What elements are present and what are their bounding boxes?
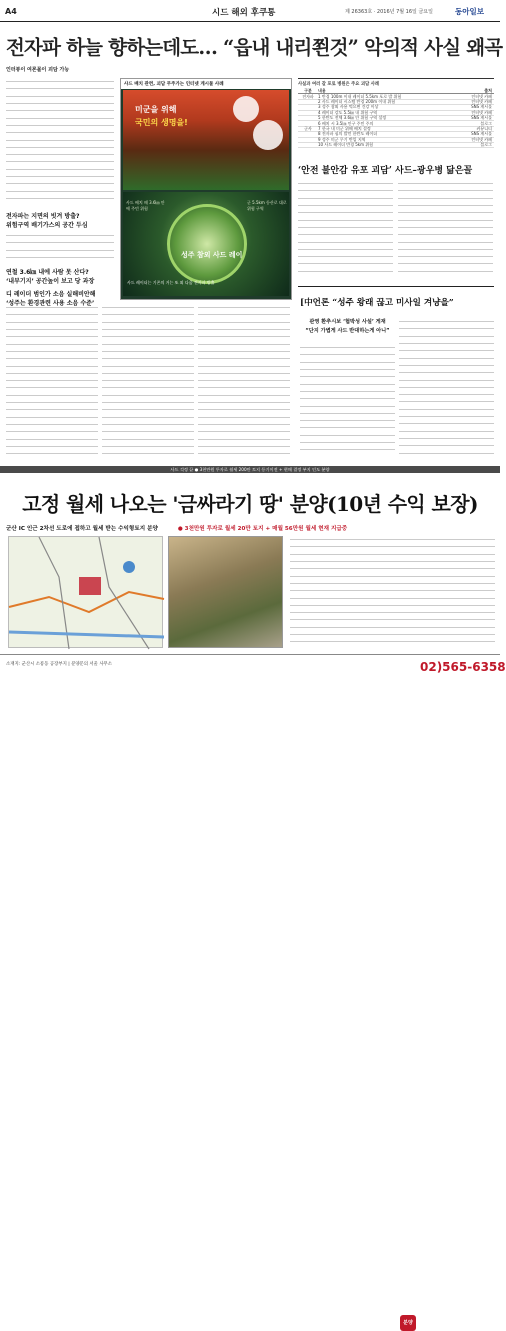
side-note-left: 사드 배치 때 3.6㎞ 안에 주민 위험	[126, 200, 165, 211]
china-subhead-2: “단지 가볍게 사드 반대하는게 아니”	[305, 328, 390, 334]
china-article-headline: [中언론 “성주 왕래 끊고 미사일 겨냥을”	[300, 298, 454, 308]
table-cell: 블로그	[480, 120, 492, 126]
article-body-col-1	[6, 304, 98, 458]
subhead: ‘내부기지’ 공간높이 보고 당 과장	[6, 278, 95, 285]
ad-headline[interactable]: 고정 월세 나오는 '금싸라기 땅' 분양(10년 수익 보장)	[22, 492, 478, 516]
page-header	[0, 0, 500, 22]
china-subhead-box	[300, 318, 395, 336]
right-article-body-2	[398, 180, 493, 280]
page-headline: 전자파 하늘 향하는데도… “읍내 내리쬔것” 악의적 사실 왜곡	[6, 36, 503, 59]
newspaper-logo[interactable]: 동아일보	[455, 7, 484, 16]
table-title: 사실과 여러 갈 포로 병원은 주요 괴담 사례	[298, 82, 380, 87]
table-body	[298, 94, 494, 148]
page-number: A4	[5, 7, 17, 16]
article-body-col-3	[198, 304, 290, 458]
table-cell: 군사	[304, 125, 312, 131]
side-note-right: 군 5.5km 등산로 대로 위험 구역	[247, 200, 287, 211]
column-header: 내용	[318, 88, 326, 94]
radar-circle-icon	[167, 204, 247, 284]
article-body-left-mid	[6, 232, 114, 266]
table-cell: 블로그	[480, 142, 492, 148]
table-cell: 인터넷 카페	[471, 98, 492, 104]
table-cell: SNS 게시물	[471, 115, 492, 121]
poster-title-1: 미군을 위해	[135, 105, 177, 114]
subhead: 연철 3.6㎞ 내에 사람 못 산다?	[6, 269, 89, 276]
ad-description-text	[290, 536, 495, 648]
column-header: 출처	[484, 88, 492, 94]
ad-subline	[6, 524, 494, 532]
rumor-poster-image	[123, 90, 289, 190]
table-cell: 인터넷 카페	[471, 93, 492, 99]
china-article-body-2	[399, 318, 494, 458]
table-cell: 3 성주 참외 사용 먹으면 건강 이상	[318, 104, 379, 110]
china-subhead: 관영 환추시보 ‘협박성 사설’ 게재	[309, 319, 386, 325]
article-body-col-2	[102, 304, 194, 458]
radar-image-caption: 사드 레이더는 기존의 거는 또 외 다음 전자파 방출	[127, 280, 215, 285]
ad-phone-number[interactable]: 02)565-6358	[420, 660, 506, 674]
speech-bubble-icon	[233, 96, 259, 122]
radar-image-label: 성주 참외 사드 레이	[181, 250, 243, 259]
poster-title-2: 국민의 생명을!	[135, 118, 188, 127]
table-cell: 4 레이더 강도 5.5㎞ 내 위험 구역	[318, 109, 378, 115]
ad-top-band: 사드 걱정 끝 ● 3천만원 투자로 월세 200만 토지 등기이전 + 현매 결정 부지 인도 분양	[0, 466, 500, 473]
column-header: 구분	[304, 88, 312, 94]
table-cell: 인터넷 카페	[471, 109, 492, 115]
table-cell: 9 성주 미군 무기 반입 지역	[318, 136, 366, 142]
ad-location-map[interactable]	[8, 536, 163, 648]
section-title: 시드 해외 후쿠통	[212, 8, 276, 18]
table-cell: 커뮤니티	[476, 125, 492, 131]
subhead-group-1	[6, 212, 114, 230]
map-graphic	[9, 537, 164, 649]
subhead: 위험구역 배기가스의 공간 두심	[6, 222, 88, 229]
subhead: 디 레이더 범인가 소음 실해비안해	[6, 291, 96, 298]
china-article-body-1	[300, 344, 395, 458]
table-cell: 6 배치 시 3.5㎞ 인구 주민 주의	[318, 120, 374, 126]
subhead: 전자파는 지면의 빗겨 방출?	[6, 213, 80, 220]
article-body-left-top	[6, 78, 114, 206]
infographic-box	[120, 78, 292, 300]
table-cell: SNS 게시물	[471, 104, 492, 110]
speech-bubble-icon	[253, 120, 283, 150]
table-cell: 5 한반도 전체 3.6㎞ 안 위험 구역 설정	[318, 115, 387, 121]
issue-date: 제 26363호 · 2016년 7월 16일 금요일	[345, 9, 433, 15]
table-row	[298, 143, 494, 148]
rumor-table	[298, 78, 494, 158]
infographic-caption: 사드 배치 관련, 괴담 무주가는 인터넷 게시물 사례	[121, 79, 291, 89]
table-cell: SNS 게시물	[471, 131, 492, 137]
ad-site-photo	[168, 536, 283, 648]
ad-subline-left: 군산 IC 인근 2차선 도로에 접하고 월세 받는 수익형토지 분양	[6, 526, 158, 532]
rumor-radar-image	[123, 192, 289, 296]
ad-subline-right: ● 3천만원 투자로 월세 20만 토지 + 매월 56만원 월세 현재 지급중	[177, 526, 348, 532]
table-cell: 8 전자파 심의 발언 한반도 레이더	[318, 131, 378, 137]
ad-footer-note: 소재지: 군산시 소룡동 공장부지 | 분양문의 서울 사무소	[6, 662, 113, 667]
divider	[298, 286, 494, 287]
table-cell: 1 반경 100m 이내 레이더 5.5km 포로 발 위험	[318, 93, 402, 99]
table-cell: 10 사드 레이더 반경 5km 위험	[318, 142, 373, 148]
ad-logo-icon: 분양	[400, 1315, 416, 1331]
right-article-body-1	[298, 180, 393, 280]
right-article-headline: ‘안전 불안감 유포 괴담’ 사드–광우병 닮은꼴	[298, 166, 473, 176]
table-cell: 7 한국 내 미군 위해 배치 결정	[318, 125, 371, 131]
article-kicker: 인터뷰이 여론몰이 괴담 가능	[6, 67, 70, 73]
table-cell: 전자파	[302, 93, 314, 99]
subhead-group-2	[6, 268, 114, 308]
table-cell: 인터넷 카페	[471, 136, 492, 142]
table-cell: 2 사드 레이더 시스템 반경 200m 이내 위험	[318, 98, 396, 104]
